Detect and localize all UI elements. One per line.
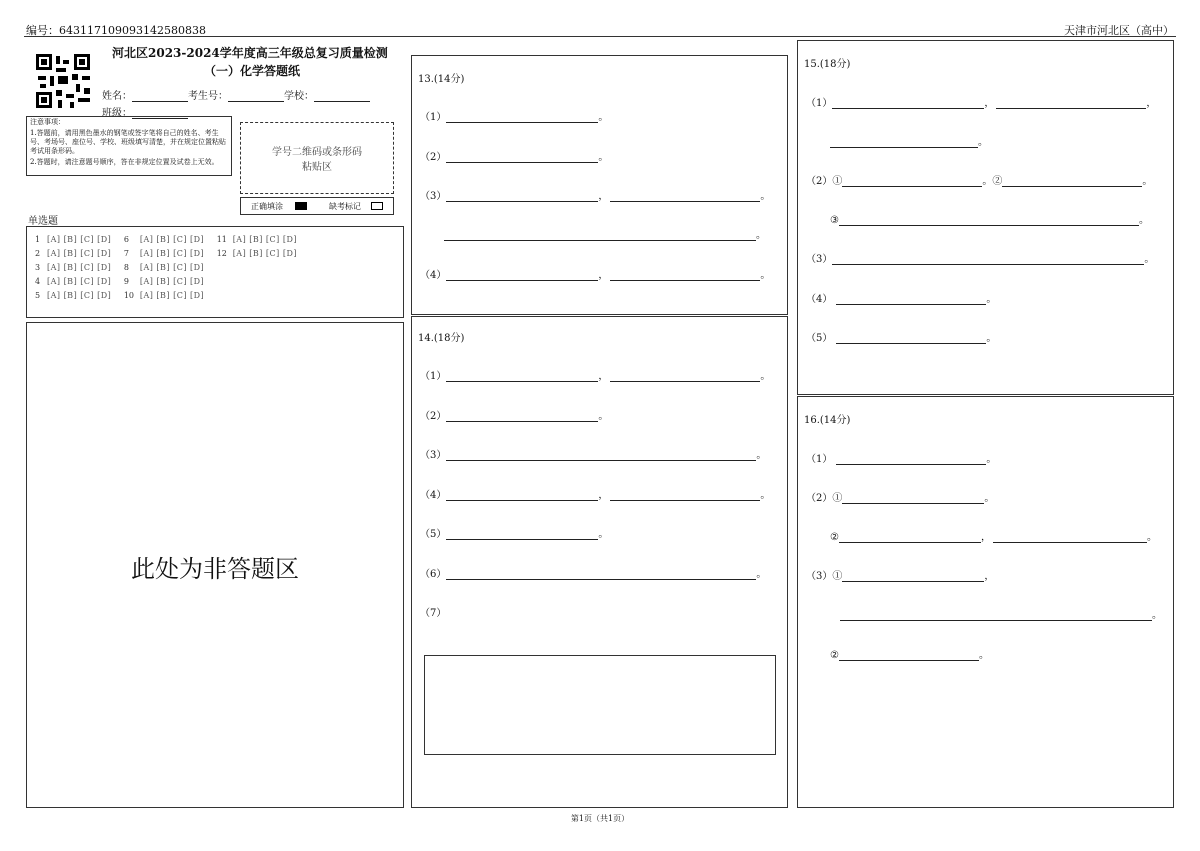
q15-part1-line2: 。 bbox=[830, 133, 988, 148]
notes-item-2: 2.答题时，请注意题号顺序，答在非规定位置及试卷上无效。 bbox=[30, 158, 219, 166]
q13-part1: （1） 。 bbox=[420, 112, 609, 123]
q14-part7: （7） bbox=[420, 608, 447, 619]
school-field[interactable] bbox=[314, 89, 370, 102]
q14-part2: （2） 。 bbox=[420, 411, 609, 422]
q13-part3-line2: 。 bbox=[444, 226, 766, 241]
q13-part4: （4） ， 。 bbox=[420, 270, 771, 281]
exam-no-label: 考生号： bbox=[188, 91, 228, 102]
correct-fill-label: 正确填涂 bbox=[251, 202, 283, 211]
q13-part2: （2） 。 bbox=[420, 152, 609, 163]
q14-part3: （3） 。 bbox=[420, 450, 767, 461]
q15-part1: （1） ， ， bbox=[806, 98, 1157, 109]
mc-options[interactable]: [A] [B] [C] [D] bbox=[139, 235, 205, 244]
notes-item-1: 1.答题前，请用黑色墨水的钢笔或签字笔将自己的姓名、考生号、考场号、座位号、学校、班级填写清楚，并在规定位置粘贴考试用条形码。 bbox=[30, 129, 226, 155]
mc-options[interactable]: [A] [B] [C] [D] bbox=[47, 291, 112, 300]
class-label: 班级： bbox=[102, 108, 132, 119]
q14-part1: （1） ， 。 bbox=[420, 371, 771, 382]
qr-code bbox=[36, 54, 90, 108]
barcode-area bbox=[240, 122, 394, 194]
q16-part1: （1） 。 bbox=[806, 454, 997, 465]
q14-box bbox=[411, 316, 788, 808]
q13-title: 13.(14分) bbox=[418, 74, 465, 85]
region-label: 天津市河北区（高中） bbox=[1064, 24, 1174, 37]
q14-part6: （6） 。 bbox=[420, 569, 767, 580]
mc-options[interactable]: [A] [B] [C] [D] bbox=[47, 235, 112, 244]
mc-row: 3 [A] [B] [C] [D] 8 [A] [B] [C] [D] bbox=[35, 263, 205, 272]
q14-part5: （5） 。 bbox=[420, 529, 609, 540]
q16-title: 16.(14分) bbox=[804, 415, 851, 426]
notes-box bbox=[26, 116, 232, 176]
q16-part3: （3）① ， bbox=[806, 571, 995, 582]
fill-legend bbox=[240, 197, 394, 215]
mc-options[interactable]: [A] [B] [C] [D] bbox=[139, 291, 205, 300]
notes-title: 注意事项： bbox=[30, 118, 65, 126]
q15-part2-3: ③ 。 bbox=[830, 215, 1149, 226]
exam-no-field[interactable] bbox=[228, 89, 284, 102]
page-footer: 第1页（共1页） bbox=[570, 814, 630, 823]
q15-part3: （3） 。 bbox=[806, 254, 1155, 265]
correct-fill-sample bbox=[295, 202, 307, 210]
q15-box bbox=[797, 40, 1174, 395]
q14-title: 14.(18分) bbox=[418, 333, 465, 344]
sheet-subtitle: （一）化学答题纸 bbox=[204, 64, 301, 78]
q15-part5: （5） 。 bbox=[806, 333, 997, 344]
q14-answer-box[interactable] bbox=[424, 655, 776, 755]
mc-row: 5 [A] [B] [C] [D] 10 [A] [B] [C] [D] bbox=[35, 291, 205, 300]
school-label: 学校： bbox=[284, 91, 314, 102]
q16-box bbox=[797, 396, 1174, 808]
absent-mark-label: 缺考标记 bbox=[329, 202, 361, 211]
q16-part3-line2: 。 bbox=[840, 606, 1162, 621]
mc-options[interactable]: [A] [B] [C] [D] bbox=[232, 235, 297, 244]
mc-box bbox=[26, 226, 404, 318]
mc-options[interactable]: [A] [B] [C] [D] bbox=[139, 263, 205, 272]
q15-part4: （4） 。 bbox=[806, 294, 997, 305]
name-field[interactable] bbox=[132, 89, 188, 102]
absent-mark-box[interactable] bbox=[371, 202, 383, 210]
q16-part2-2: ② ， 。 bbox=[830, 532, 1157, 543]
mc-options[interactable]: [A] [B] [C] [D] bbox=[232, 249, 297, 258]
mc-row: 4 [A] [B] [C] [D] 9 [A] [B] [C] [D] bbox=[35, 277, 205, 286]
mc-row: 2 [A] [B] [C] [D] 7 [A] [B] [C] [D] 12 [A] [B] [C] [D] bbox=[35, 249, 297, 258]
mc-options[interactable]: [A] [B] [C] [D] bbox=[47, 277, 112, 286]
mc-options[interactable]: [A] [B] [C] [D] bbox=[139, 249, 205, 258]
q15-title: 15.(18分) bbox=[804, 59, 851, 70]
non-answer-label: 此处为非答题区 bbox=[131, 555, 299, 583]
mc-options[interactable]: [A] [B] [C] [D] bbox=[47, 249, 112, 258]
q16-part2: （2）① 。 bbox=[806, 493, 995, 504]
student-info bbox=[102, 87, 370, 102]
q13-box bbox=[411, 55, 788, 315]
barcode-line2: 粘贴区 bbox=[302, 162, 332, 173]
q15-part2: （2）① 。② 。 bbox=[806, 176, 1153, 187]
mc-title: 单选题 bbox=[28, 216, 58, 227]
header-divider bbox=[24, 36, 1176, 37]
barcode-line1: 学号二维码或条形码 bbox=[272, 147, 362, 158]
serial-number: 编号：643117109093142580838 bbox=[26, 24, 206, 37]
q13-part3: （3） ， 。 bbox=[420, 191, 771, 202]
q14-part4: （4） ， 。 bbox=[420, 490, 771, 501]
name-label: 姓名： bbox=[102, 91, 132, 102]
mc-row: 1 [A] [B] [C] [D] 6 [A] [B] [C] [D] 11 [A] [B] [C] [D] bbox=[35, 235, 297, 244]
q16-part3-2: ② 。 bbox=[830, 650, 989, 661]
sheet-title: 河北区2023-2024学年度高三年级总复习质量检测 bbox=[112, 46, 388, 60]
mc-options[interactable]: [A] [B] [C] [D] bbox=[139, 277, 205, 286]
mc-options[interactable]: [A] [B] [C] [D] bbox=[47, 263, 112, 272]
non-answer-area bbox=[26, 322, 404, 808]
